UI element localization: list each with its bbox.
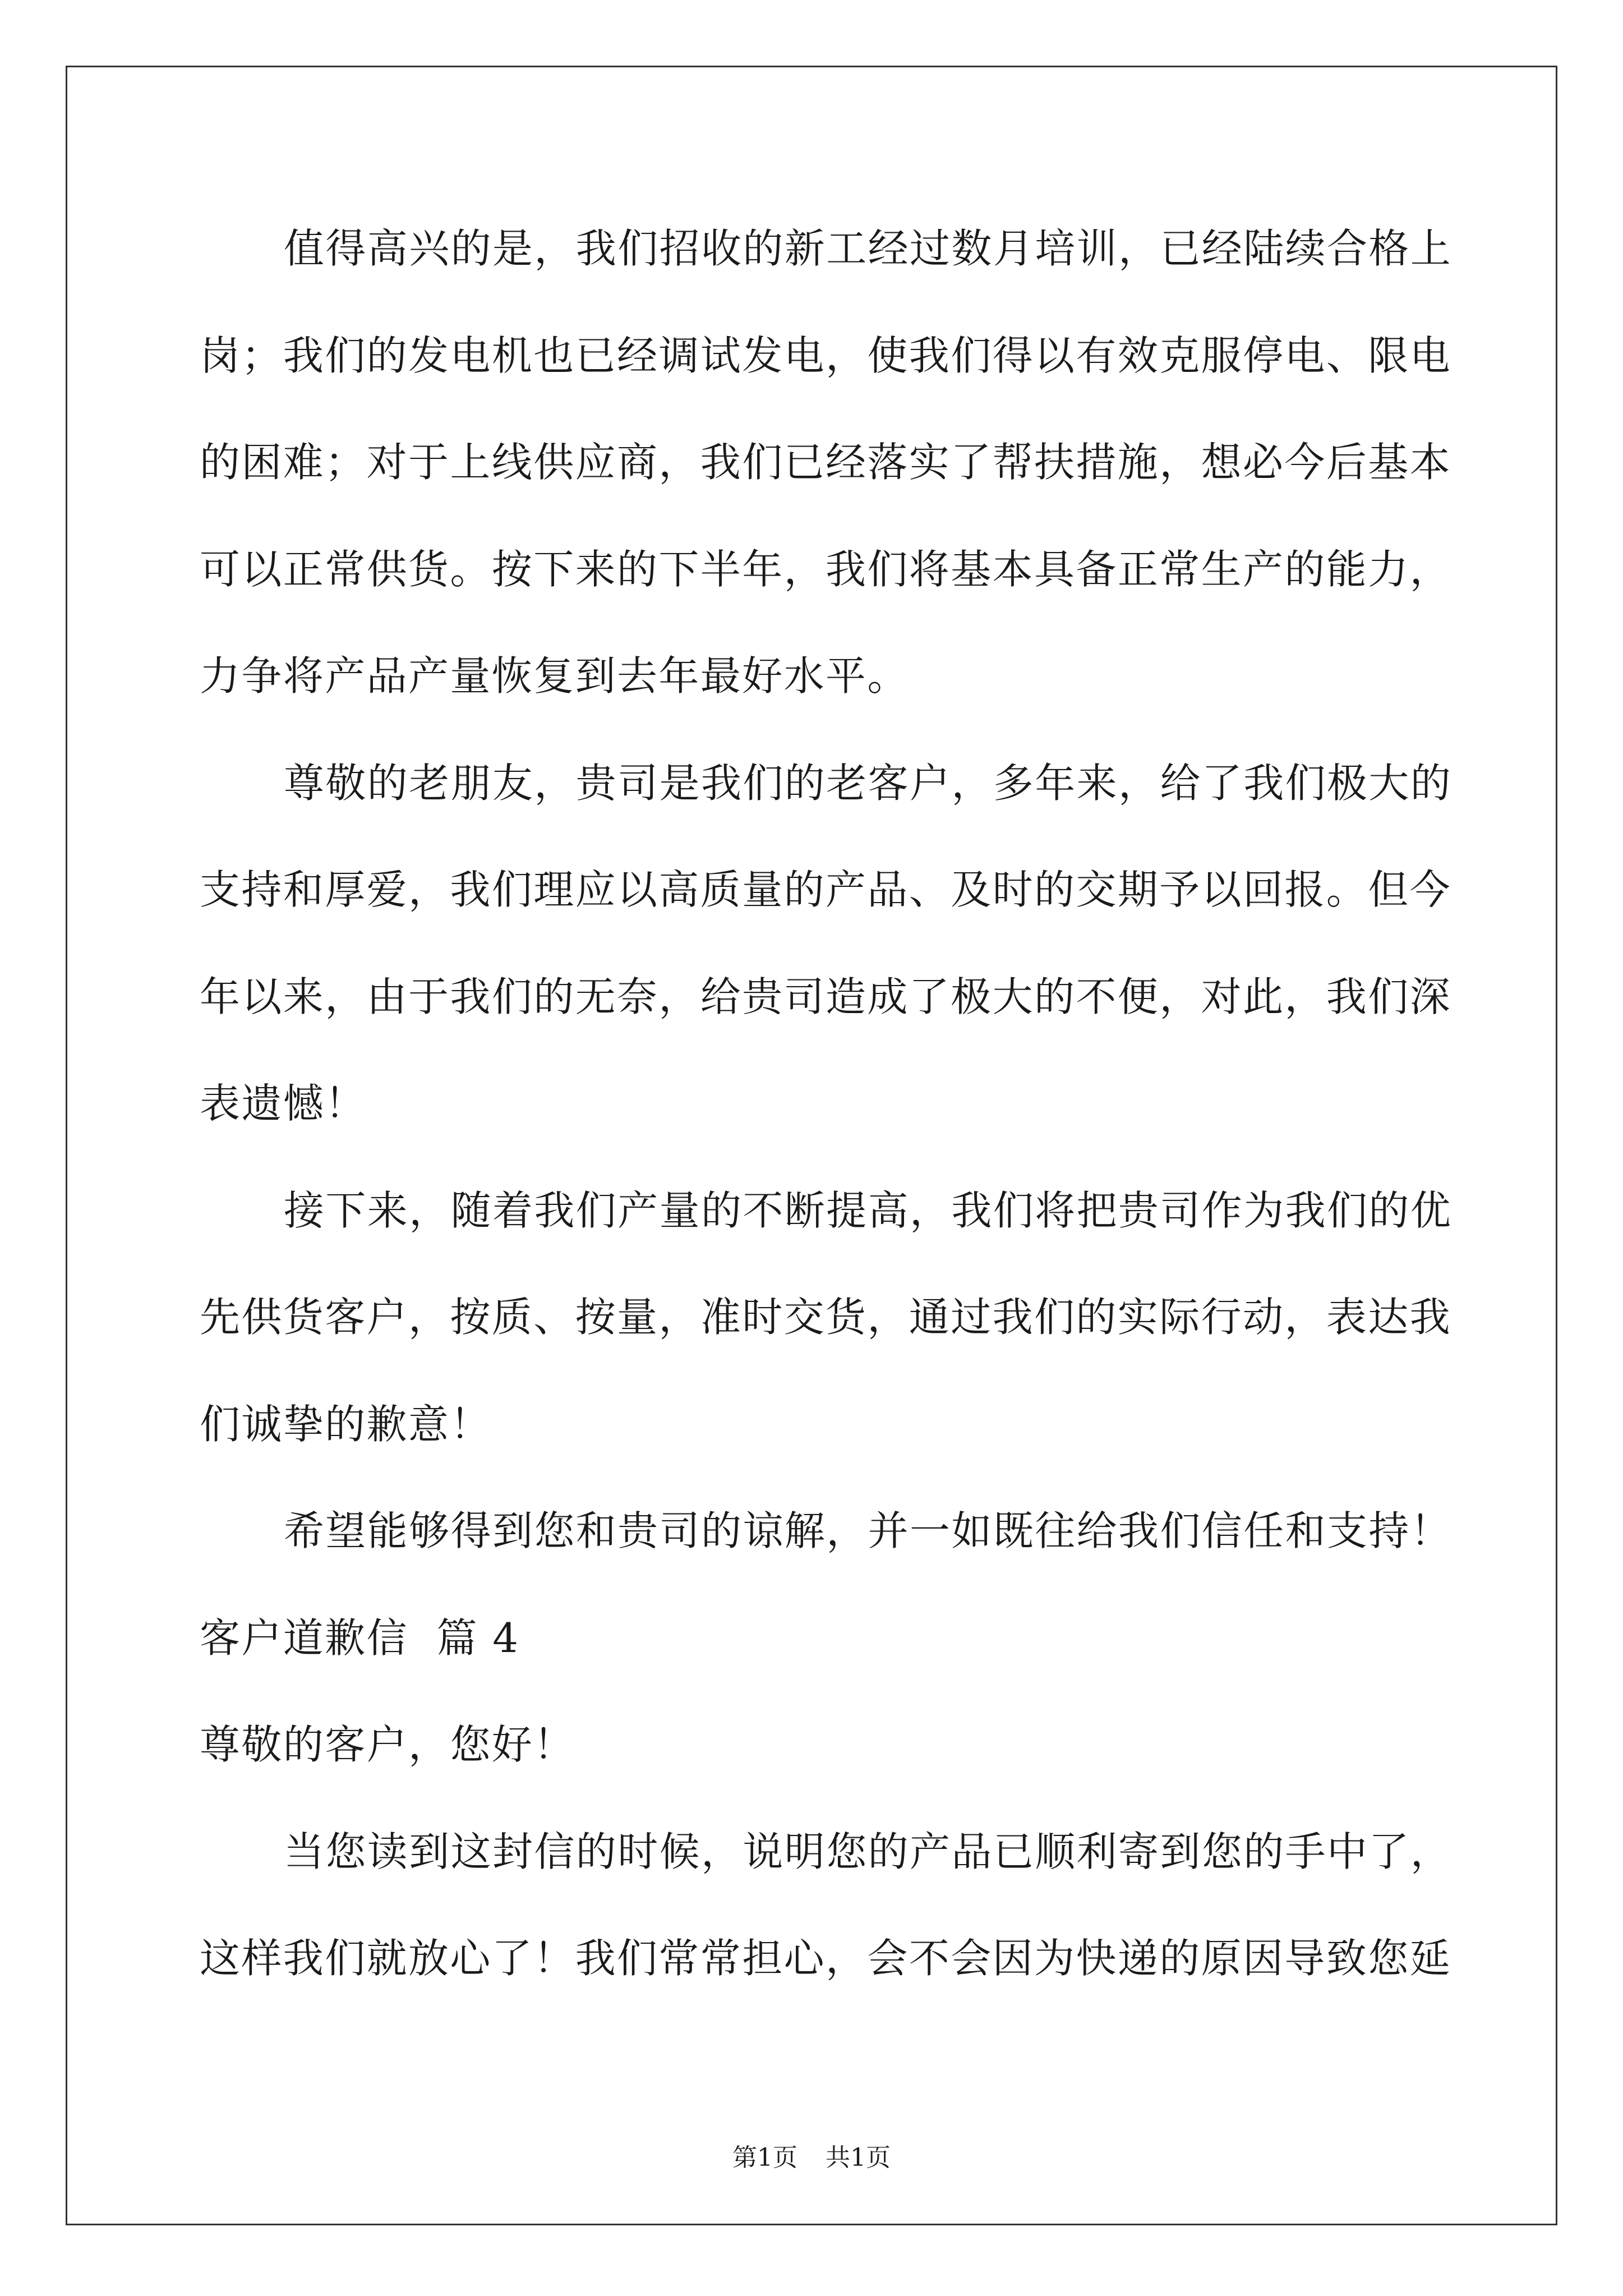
document-body	[200, 218, 1453, 2035]
text-line: 当您读到这封信的时候，说明您的产品已顺利寄到您的手中了，	[284, 1828, 1453, 1875]
text-line: 们诚挚的歉意！	[200, 1400, 492, 1448]
text-line: 尊敬的老朋友，贵司是我们的老客户，多年来，给了我们极大的	[284, 759, 1453, 807]
page-number-total: 共1页	[826, 2143, 891, 2172]
text-line: 值得高兴的是，我们招收的新工经过数月培训，已经陆续合格上	[284, 225, 1453, 272]
text-line: 先供货客户，按质、按量，准时交货，通过我们的实际行动，表达我	[200, 1294, 1452, 1341]
salutation: 尊敬的客户，您好！	[200, 1721, 575, 1768]
text-line: 力争将产品产量恢复到去年最好水平。	[200, 652, 909, 700]
text-line: 表遗憾！	[200, 1080, 367, 1127]
text-line: 这样我们就放心了！我们常常担心，会不会因为快递的原因导致您延	[200, 1935, 1452, 1982]
text-line: 接下来，随着我们产量的不断提高，我们将把贵司作为我们的优	[284, 1186, 1453, 1234]
page-footer	[0, 2137, 1623, 2173]
text-line: 年以来，由于我们的无奈，给贵司造成了极大的不便，对此，我们深	[200, 973, 1452, 1020]
text-line: 希望能够得到您和贵司的谅解，并一如既往给我们信任和支持！	[284, 1507, 1453, 1554]
text-line: 的困难；对于上线供应商，我们已经落实了帮扶措施，想必今后基本	[200, 439, 1452, 486]
text-line: 岗；我们的发电机也已经调试发电，使我们得以有效克服停电、限电	[200, 332, 1452, 379]
page-number-current: 第1页	[732, 2143, 797, 2172]
text-line: 支持和厚爱，我们理应以高质量的产品、及时的交期予以回报。但今	[200, 866, 1452, 913]
section-heading: 客户道歉信 篇 4	[200, 1614, 520, 1662]
text-line: 可以正常供货。按下来的下半年，我们将基本具备正常生产的能力，	[200, 545, 1452, 593]
